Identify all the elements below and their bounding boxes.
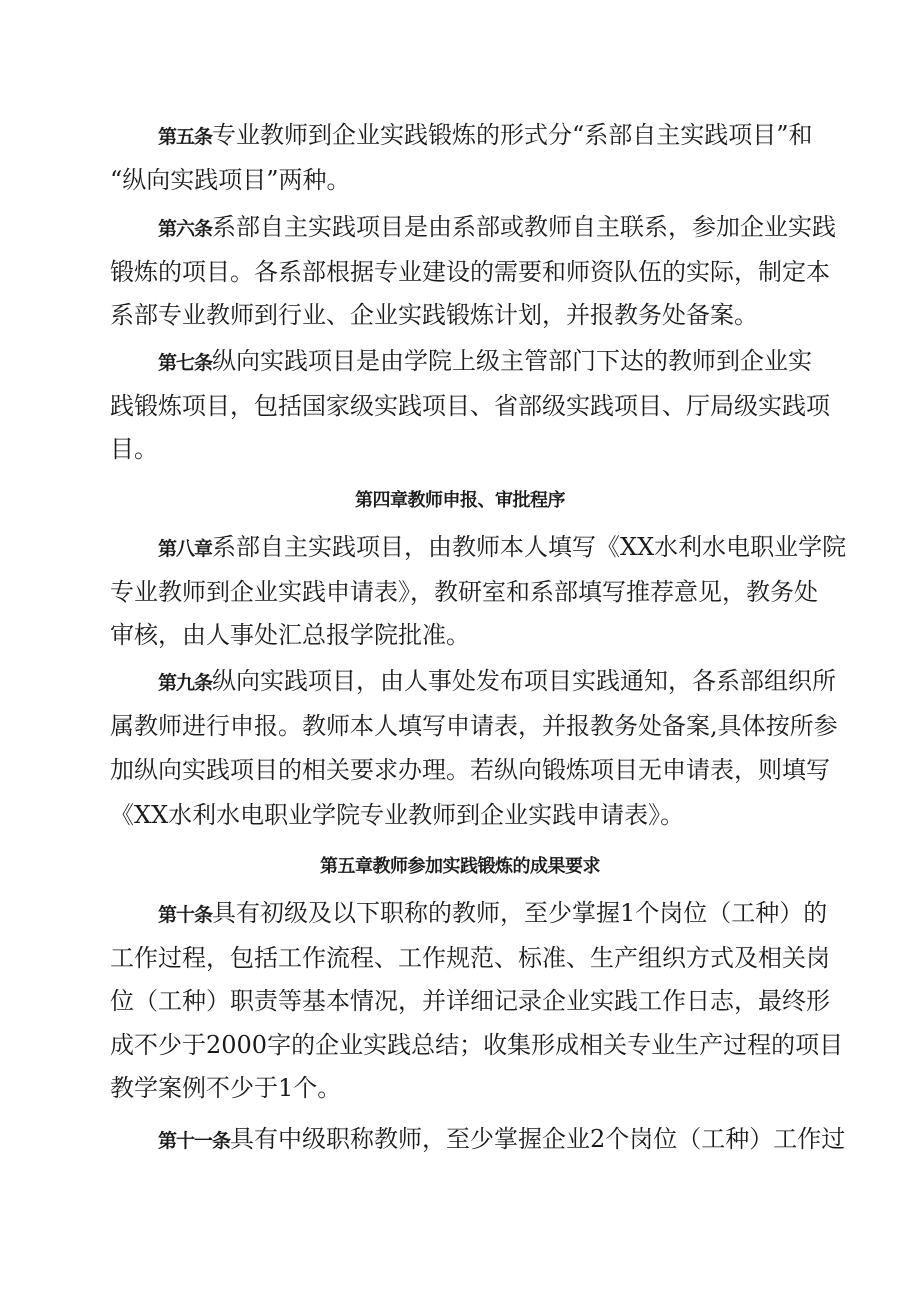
article-9-line-3: 加纵向实践项目的相关要求办理。若纵向锻炼项目无申请表，则填写 <box>110 756 830 784</box>
article-7-line-2: 践锻炼项目，包括国家级实践项目、省部级实践项目、厅局级实践项 <box>110 392 830 420</box>
article-5-text: 专业教师到企业实践锻炼的形式分“系部自主实践项目”和 <box>212 121 813 149</box>
article-8-line-1 <box>158 529 847 565</box>
article-5-lead: 第五条 <box>158 126 213 148</box>
article-6-lead: 第六条 <box>158 218 213 240</box>
article-10-line-5: 教学案例不少于1个。 <box>110 1074 342 1102</box>
article-5-line-1 <box>158 117 812 153</box>
article-8-text: 系部自主实践项目，由教师本人填写《XX水利水电职业学院 <box>212 533 847 561</box>
chapter-5-heading: 第五章教师参加实践锻炼的成果要求 <box>320 856 600 877</box>
article-11-lead: 第十一条 <box>158 1130 231 1152</box>
article-8-line-3: 审核，由人事处汇总报学院批准。 <box>110 621 470 649</box>
article-6-line-2: 锻炼的项目。各系部根据专业建设的需要和师资队伍的实际，制定本 <box>110 258 830 286</box>
article-7-line-1 <box>158 343 812 379</box>
article-10-line-1 <box>158 895 828 931</box>
article-9-line-1 <box>158 663 837 699</box>
article-9-line-2: 属教师进行申报。教师本人填写申请表，并报教务处备案,具体按所参 <box>110 712 838 740</box>
article-5-line-2: “纵向实践项目”两种。 <box>110 166 351 194</box>
article-7-line-3: 目。 <box>110 435 158 463</box>
article-6-line-1 <box>158 209 837 245</box>
article-7-lead: 第七条 <box>158 352 213 374</box>
article-8-lead: 第八章 <box>158 538 213 560</box>
article-9-lead: 第九条 <box>158 672 213 694</box>
article-10-text: 具有初级及以下职称的教师，至少掌握1个岗位（工种）的 <box>212 899 828 927</box>
article-10-lead: 第十条 <box>158 904 213 926</box>
article-10-line-4: 成不少于2000字的企业实践总结；收集形成相关专业生产过程的项目 <box>110 1031 844 1059</box>
article-7-text: 纵向实践项目是由学院上级主管部门下达的教师到企业实 <box>212 347 813 375</box>
article-11-line-1 <box>158 1121 846 1157</box>
article-10-line-3: 位（工种）职责等基本情况，并详细记录企业实践工作日志，最终形 <box>110 987 830 1015</box>
article-9-text: 纵向实践项目，由人事处发布项目实践通知，各系部组织所 <box>212 667 837 695</box>
chapter-4-heading: 第四章教师申报、审批程序 <box>355 490 565 511</box>
article-6-text: 系部自主实践项目是由系部或教师自主联系，参加企业实践 <box>212 213 837 241</box>
article-8-line-2: 专业教师到企业实践申请表》，教研室和系部填写推荐意见，教务处 <box>110 578 818 606</box>
article-10-line-2: 工作过程，包括工作流程、工作规范、标准、生产组织方式及相关岗 <box>110 944 830 972</box>
article-11-text: 具有中级职称教师，至少掌握企业2个岗位（工种）工作过 <box>230 1125 846 1153</box>
article-6-line-3: 系部专业教师到行业、企业实践锻炼计划，并报教务处备案。 <box>110 301 758 329</box>
article-9-line-4: 《XX水利水电职业学院专业教师到企业实践申请表》。 <box>110 801 685 829</box>
